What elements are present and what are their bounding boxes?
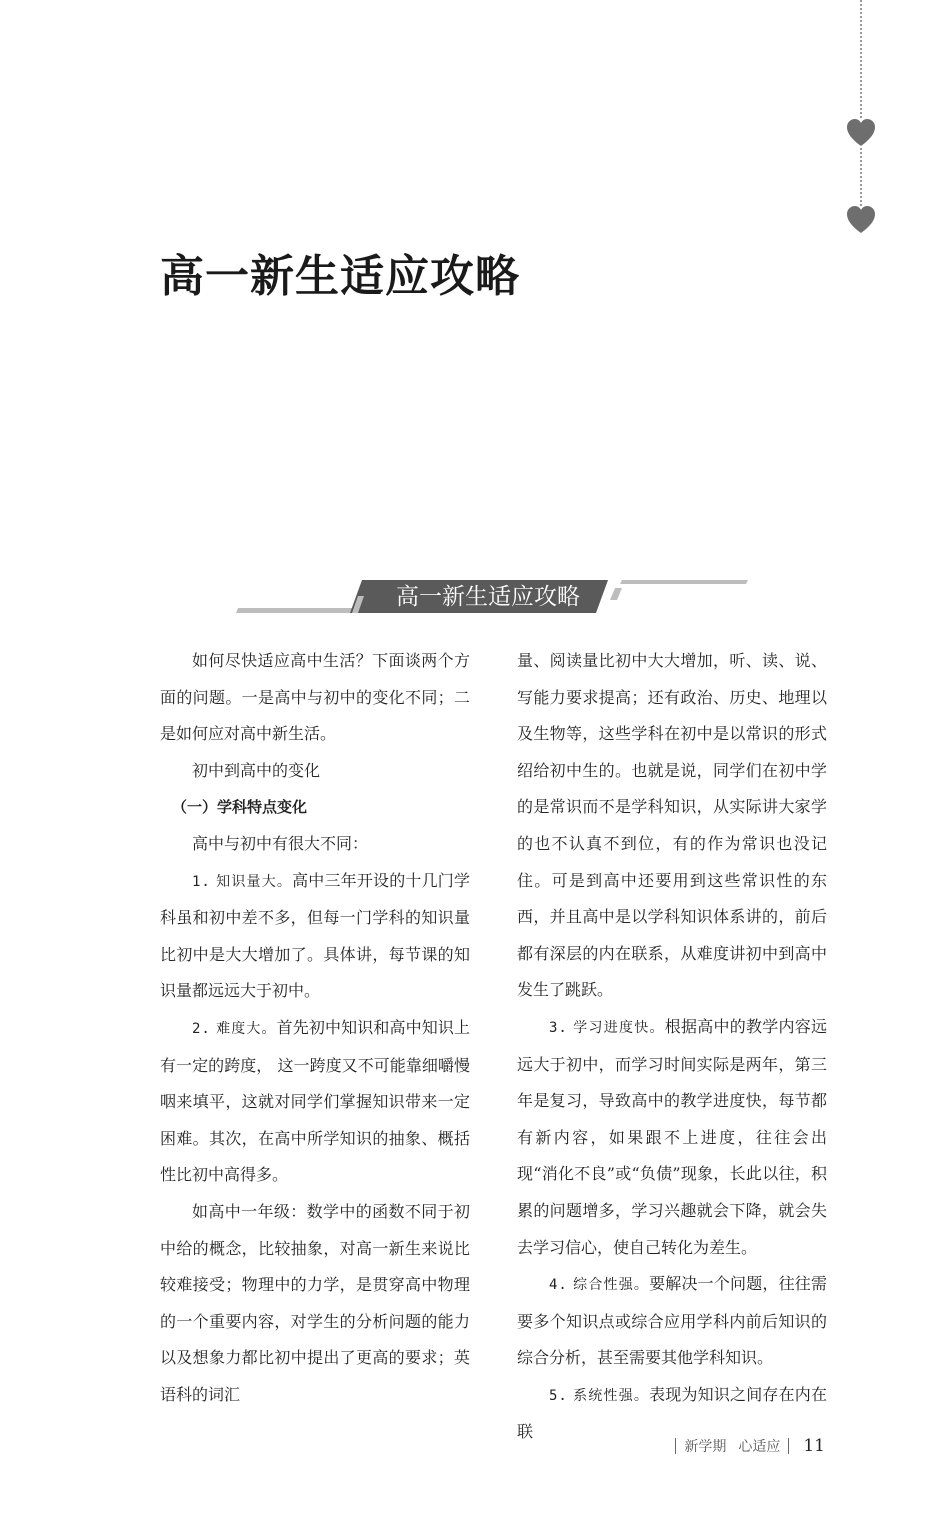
intro-paragraph: 如何尽快适应高中生活？下面谈两个方面的问题。一是高中与初中的变化不同；二是如何应对高中新生活。 (160, 651, 470, 744)
subsection-heading: （一）学科特点变化 (172, 798, 308, 817)
item-text: 根据高中的教学内容远远大于初中，而学习时间实际是两年，第三年是复习，导致高中的教学进度快，每节都有新内容，如果跟不上进度，往往会出现“消化不良”或“负债”现象，长此以往，积累的问题增多，学习兴趣就会下降，就会失去学习信心，使自己转化为差生。 (517, 1016, 827, 1257)
list-item-3 (517, 1009, 827, 1266)
item-keyword: 知识量大。 (216, 873, 293, 890)
section-heading: 初中到高中的变化 (192, 760, 321, 780)
item-number: 1. (192, 873, 211, 890)
item-number: 2. (192, 1020, 211, 1037)
item-number: 5. (549, 1387, 568, 1404)
item-text: 要解决一个问题，往往需要多个知识点或综合应用学科内前后知识的综合分析，甚至需要其他学科知识。 (517, 1274, 827, 1368)
item-keyword: 学习进度快。 (573, 1019, 665, 1036)
section-banner-title: 高一新生适应攻略（一） (396, 584, 580, 648)
paragraph: 高中与初中有很大不同： (192, 833, 369, 853)
dotted-line-middle (860, 148, 862, 206)
page-number: 11 (803, 1436, 825, 1456)
item-text: 表现为知识之间存在内在联 (517, 1384, 827, 1442)
item-keyword: 系统性强。 (573, 1387, 650, 1404)
paragraph: 如高中一年级：数学中的函数不同于初中给的概念，比较抽象，对高一新生来说比较难接受；物理中的力学，是贯穿高中物理的一个重要内容，对学生的分析问题的能力以及想象力都比初中提出了更高的要求；英语科的词汇 (160, 1201, 470, 1404)
item-keyword: 难度大。 (216, 1020, 277, 1037)
section-banner (230, 570, 760, 648)
list-item-4 (517, 1266, 827, 1377)
footer-chapter: 心适应 (738, 1439, 781, 1455)
item-text: 高中三年开设的十几门学科虽和初中差不多，但每一门学科的知识量比初中是大大增加了。具体讲，每节课的知识量都远远大于初中。 (160, 870, 470, 1001)
continued-paragraph: 量、阅读量比初中大大增加，听、读、说、写能力要求提高；还有政治、历史、地理以及生物等，这些学科在初中是以常识的形式绍给初中生的。也就是说，同学们在初中学的是常识而不是学科知识，从实际讲大家学的也不认真不到位，有的作为常识也没记住。可是到高中还要用到这些常识性的东西，并且高中是以学科知识体系讲的，前后都有深层的内在联系，从难度讲初中到高中发生了跳跃。 (517, 651, 827, 1000)
left-column (160, 643, 470, 1413)
page-footer (667, 1436, 825, 1456)
footer-book: 新学期 (684, 1439, 727, 1455)
list-item-2 (160, 1010, 470, 1194)
item-text: 首先初中知识和高中知识上有一定的跨度， 这一跨度又不可能靠细嚼慢咽来填平，这就对同学们掌握知识带来一定困难。其次，在高中所学知识的抽象、概括性比初中高得多。 (160, 1017, 470, 1185)
heart-icon (846, 118, 876, 148)
divider (788, 1438, 789, 1454)
page-title: 高一新生适应攻略 (160, 251, 520, 302)
item-number: 3. (549, 1019, 568, 1036)
dotted-line-top (860, 0, 862, 118)
item-number: 4. (549, 1277, 568, 1294)
item-keyword: 综合性强。 (573, 1277, 650, 1294)
divider (675, 1438, 676, 1454)
right-column (517, 643, 827, 1451)
list-item-1 (160, 863, 470, 1010)
heart-icon (846, 205, 876, 235)
